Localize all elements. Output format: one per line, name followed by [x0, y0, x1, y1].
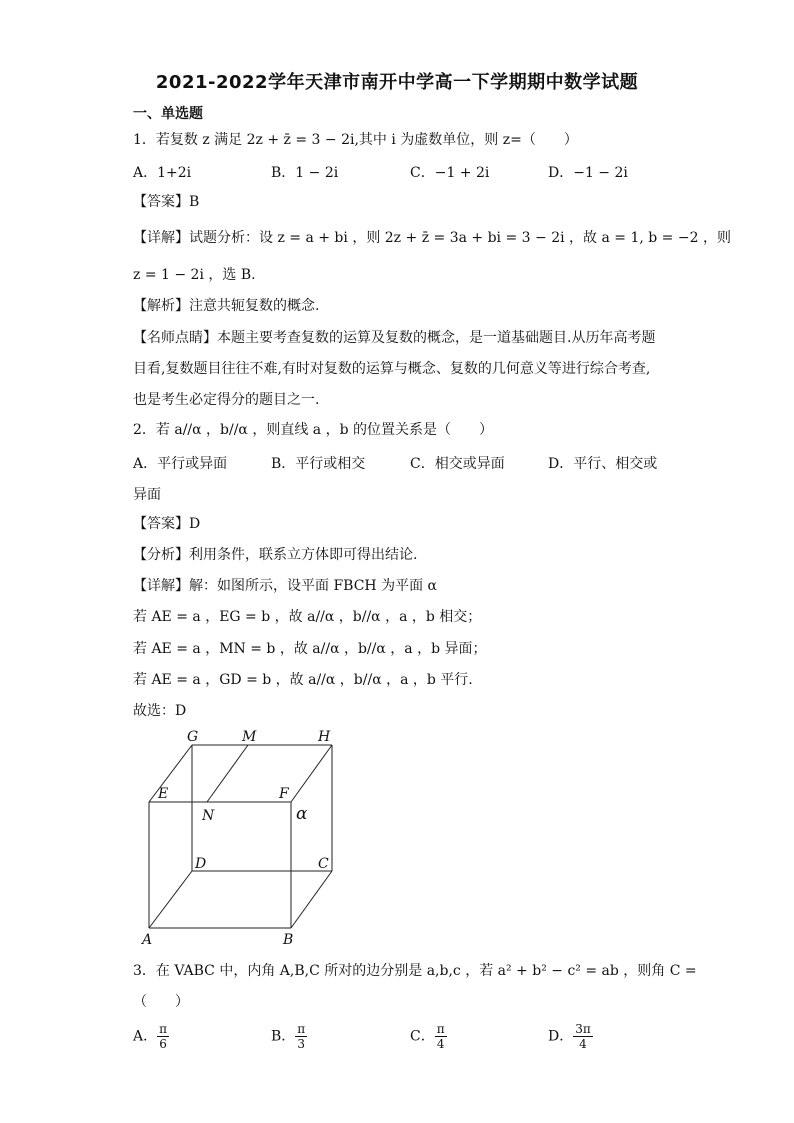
q1-tip-line3: 也是考生必定得分的题目之一.	[133, 392, 320, 408]
q3-option-c: C． $\frac{\pi}{4}$	[410, 1022, 445, 1051]
q1-answer: 【答案】B	[133, 194, 200, 210]
q1-stem: 1．若复数 z 满足 2z + z̄ = 3 − 2i,其中 i 为虚数单位，则 z=（ ）	[133, 132, 578, 148]
q3-stem-line1: 3．在 VABC 中，内角 A,B,C 所对的边分别是 a,b,c ，若 a² + b² − c² = ab ，则角 C =	[133, 963, 697, 979]
label-B: B	[283, 932, 294, 948]
label-alpha: α	[296, 804, 308, 824]
segment-MN	[207, 745, 248, 802]
q2-case-1: 若 AE = a ，EG = b ，故 a//α ，b//α ，a ，b 相交；	[133, 609, 482, 625]
q3-option-a: A． $\frac{\pi}{6}$	[133, 1022, 168, 1051]
q2-case-3: 若 AE = a ，GD = b ，故 a//α ，b//α ，a ，b 平行.	[133, 672, 473, 688]
label-F: F	[279, 786, 289, 802]
q1-tip-line1: 【名师点睛】本题主要考查复数的运算及复数的概念，是一道基础题目.从历年高考题	[133, 330, 656, 346]
label-E: E	[158, 786, 169, 802]
q1-option-d: D．−1 − 2i	[548, 165, 628, 181]
q3-option-b: B． $\frac{\pi}{3}$	[271, 1022, 306, 1051]
q2-case-2: 若 AE = a ，MN = b ，故 a//α ，b//α ，a ，b 异面；	[133, 641, 487, 657]
edge-AD	[149, 871, 192, 928]
label-C: C	[318, 856, 329, 872]
label-D: D	[195, 856, 207, 872]
q1-analysis: 【解析】注意共轭复数的概念.	[133, 298, 320, 314]
q2-stem: 2．若 a//α ，b//α ，则直线 a ，b 的位置关系是（ ）	[133, 422, 493, 438]
q1-detail-line1: 【详解】试题分析：设 z = a + bi ，则 2z + z̄ = 3a + bi = 3 − 2i ，故 a = 1, b = −2 ，则	[133, 230, 731, 246]
label-G: G	[187, 729, 199, 745]
q1-option-b: B．1 − 2i	[271, 165, 339, 181]
q1-detail-line2: z = 1 − 2i ，选 B.	[133, 267, 256, 283]
cube-figure	[135, 728, 375, 948]
q2-answer: 【答案】D	[133, 516, 201, 532]
label-N: N	[202, 808, 215, 824]
q2-analysis: 【分析】利用条件，联系立方体即可得出结论.	[133, 547, 418, 563]
q2-option-c: C．相交或异面	[410, 456, 505, 472]
q3-option-d: D． $\frac{3\pi}{4}$	[548, 1022, 591, 1051]
q1-option-c: C．−1 + 2i	[410, 165, 490, 181]
q2-option-b: B．平行或相交	[271, 456, 366, 472]
section-heading: 一、单选题	[133, 106, 203, 122]
label-A: A	[142, 932, 153, 948]
edge-FH	[291, 745, 332, 802]
edge-BC	[291, 871, 332, 928]
q2-option-d-continued: 异面	[133, 487, 161, 503]
label-M: M	[242, 729, 257, 745]
q2-option-d: D．平行、相交或	[548, 456, 658, 472]
q2-choose: 故选：D	[133, 703, 187, 719]
q2-option-a: A．平行或异面	[133, 456, 228, 472]
label-H: H	[318, 729, 331, 745]
q2-detail: 【详解】解：如图所示，设平面 FBCH 为平面 α	[133, 578, 437, 594]
q3-stem-line2: （ ）	[133, 994, 189, 1010]
page-title: 2021-2022学年天津市南开中学高一下学期期中数学试题	[155, 72, 639, 93]
q1-option-a: A．1+2i	[133, 165, 192, 181]
edge-EG	[149, 745, 192, 802]
q1-tip-line2: 目看,复数题目往往不难,有时对复数的运算与概念、复数的几何意义等进行综合考查,	[133, 361, 651, 377]
